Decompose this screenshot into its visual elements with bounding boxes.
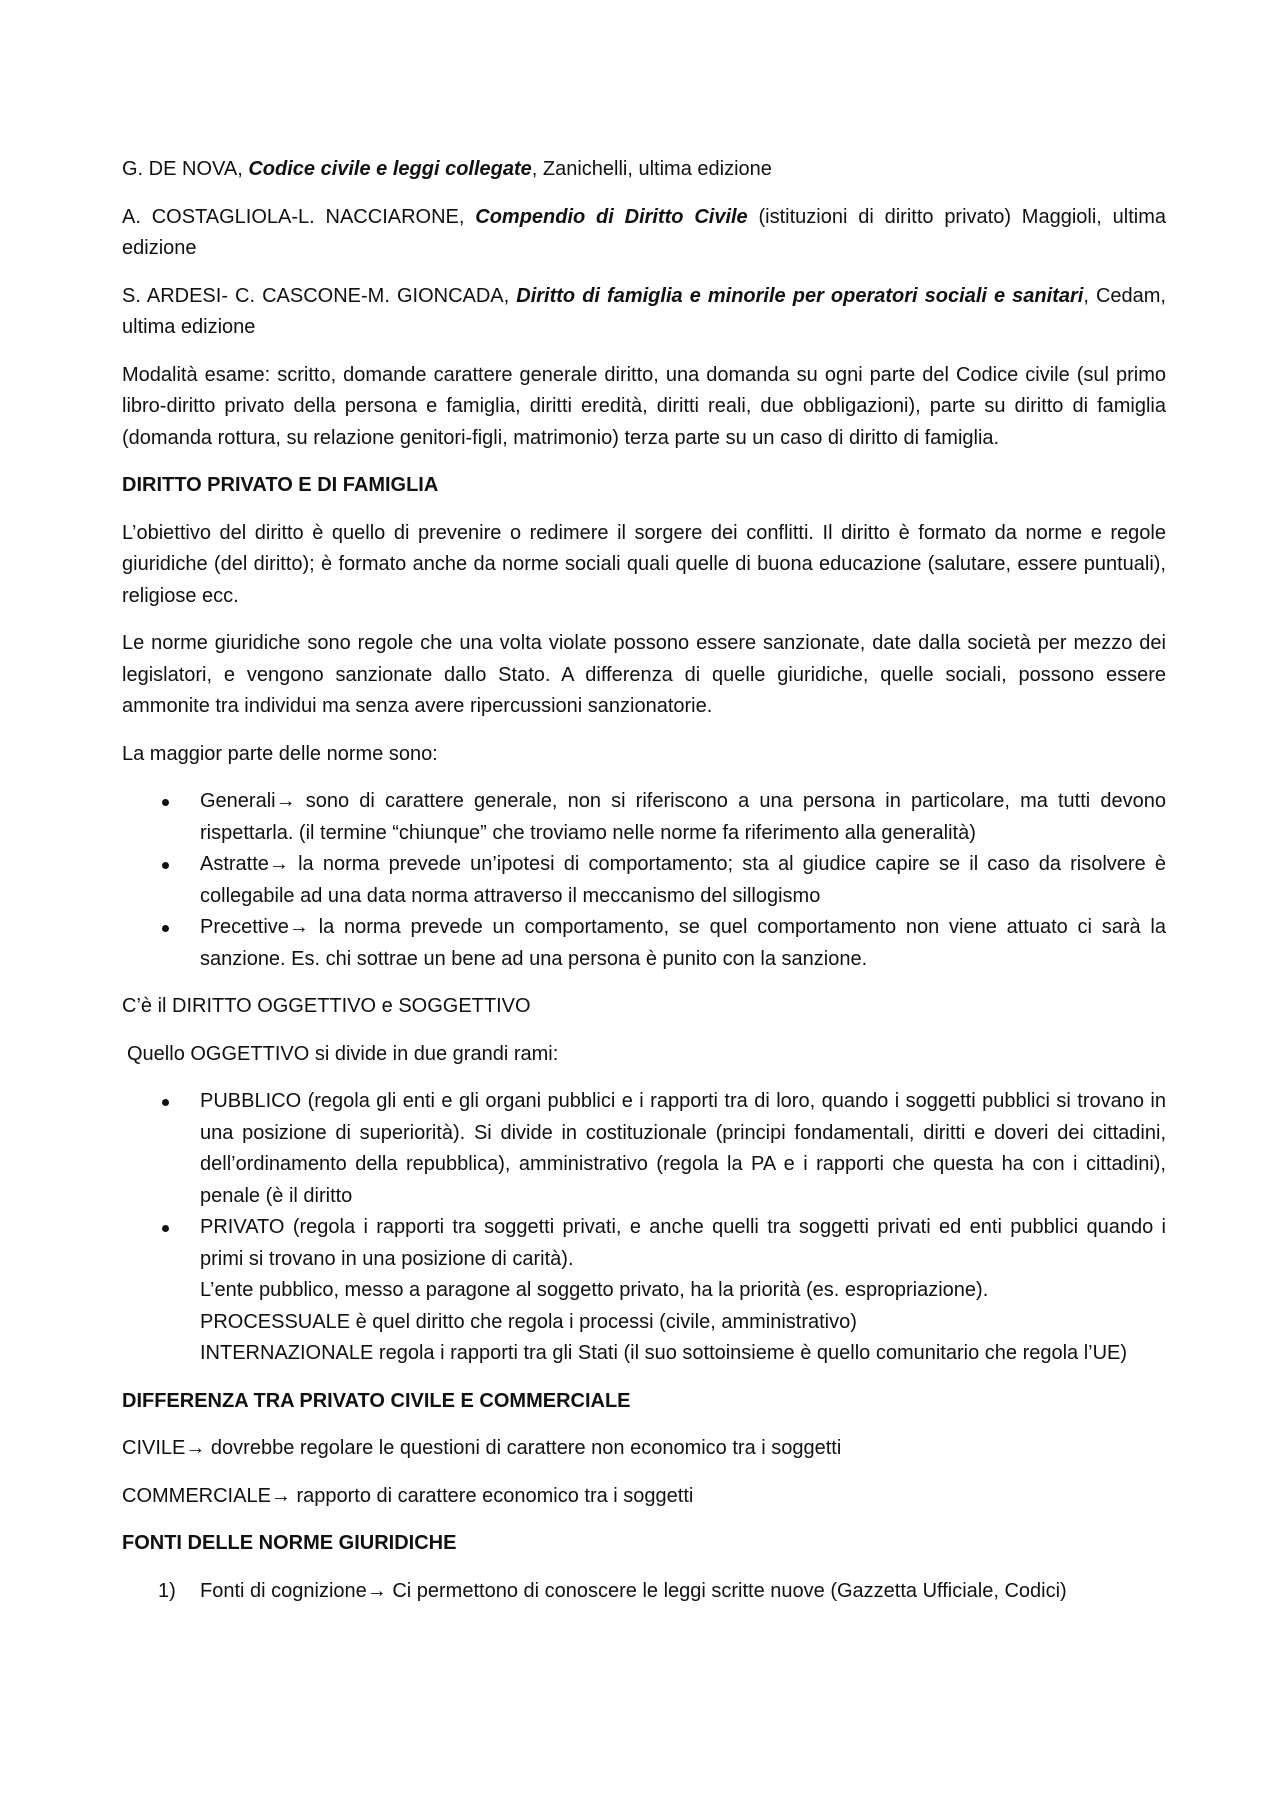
bullet-icon — [162, 1099, 169, 1106]
bullet-icon — [162, 799, 169, 806]
bullet-icon — [162, 862, 169, 869]
reference-2 — [122, 202, 1166, 265]
list-item-text: Precettive→ la norma prevede un comportamento, se quel comportamento non viene attuato ci sarà la sanzione. Es. chi sottrae un bene ad una persona è punito con la sanzione. — [200, 916, 1166, 970]
reference-1 — [122, 154, 1166, 186]
reference-3 — [122, 281, 1166, 344]
section-heading-diritto-privato: DIRITTO PRIVATO E DI FAMIGLIA — [122, 474, 439, 496]
section-heading-differenza: DIFFERENZA TRA PRIVATO CIVILE E COMMERCIALE — [122, 1389, 631, 1412]
exam-mode-paragraph: Modalità esame: scritto, domande carattere generale diritto, una domanda su ogni parte del Codice civile (sul primo libro-diritto privato della persona e famiglia, diritti eredità, diritti reali, due obbligazioni), parte su diritto di famiglia (domanda rottura, su relazione genitori-figli, matrimonio) terza parte su un caso di diritto di famiglia. — [122, 363, 1166, 449]
bullet-icon — [162, 1225, 169, 1232]
reference-author: G. DE NOVA, — [122, 158, 249, 180]
paragraph-oggettivo-soggettivo: C’è il DIRITTO OGGETTIVO e SOGGETTIVO — [122, 995, 531, 1017]
reference-title: Codice civile e leggi collegate — [248, 158, 532, 180]
list-item-text: PRIVATO (regola i rapporti tra soggetti privati, e anche quelli tra soggetti privati ed enti pubblici quando i primi si trovano in una posizione di carità). — [200, 1216, 1166, 1270]
reference-author: S. ARDESI- C. CASCONE-M. GIONCADA, — [122, 284, 517, 307]
list-item-text: Fonti di cognizione→ Ci permettono di conoscere le leggi scritte nuove (Gazzetta Ufficiale, Codici) — [200, 1579, 1067, 1602]
paragraph-norme-giuridiche: Le norme giuridiche sono regole che una volta violate possono essere sanzionate, date dalla società per mezzo dei legislatori, e vengono sanzionate dallo Stato. A differenza di quelle giuridiche, quelle sociali, possono essere ammonite tra individui ma senza avere ripercussioni sanzionatorie. — [122, 632, 1166, 717]
reference-title: Compendio di Diritto Civile — [475, 205, 748, 228]
reference-publisher: (istituzioni di diritto privato) Maggioli, ultima edizione — [122, 205, 1167, 259]
list-item-subtext: L’ente pubblico, messo a paragone al soggetto privato, ha la priorità (es. espropriazione). — [200, 1279, 989, 1301]
reference-author: A. COSTAGLIOLA-L. NACCIARONE, — [122, 205, 476, 228]
list-item-subtext: INTERNAZIONALE regola i rapporti tra gli Stati (il suo sottoinsieme è quello comunitario che regola l’UE) — [200, 1342, 1128, 1364]
list-item-pubblico — [122, 1086, 1166, 1212]
list-item — [122, 849, 1166, 912]
list-item-subtext: PROCESSUALE è quel diritto che regola i processi (civile, amministrativo) — [200, 1310, 857, 1333]
reference-title: Diritto di famiglia e minorile per operatori sociali e sanitari — [516, 284, 1084, 307]
list-item-privato — [122, 1212, 1166, 1370]
list-item-text: PUBBLICO (regola gli enti e gli organi pubblici e i rapporti tra di loro, quando i soggetti pubblici si trovano in una posizione di superiorità). Si divide in costituzionale (principi fondamentali, diritti e doveri dei cittadini, dell’ordinamento della repubblica), amministrativo (regola la PA e i rapporti che questa ha con i cittadini), penale (è il diritto — [200, 1090, 1166, 1207]
paragraph-civile: CIVILE→ dovrebbe regolare le questioni di carattere non economico tra i soggetti — [122, 1437, 842, 1459]
list-item — [122, 912, 1166, 975]
bullet-icon — [162, 925, 169, 932]
paragraph-objective: L’obiettivo del diritto è quello di prevenire o redimere il sorgere dei conflitti. Il diritto è formato da norme e regole giuridiche (del diritto); è formato anche da norme sociali quali quelle di buona educazione (salutare, essere puntuali), religiose ecc. — [122, 521, 1166, 607]
list-item-text: Generali→ sono di carattere generale, non si riferiscono a una persona in particolare, ma tutti devono rispettarla. (il termine “chiunque” che troviamo nelle norme fa riferimento alla generalità) — [200, 790, 1166, 844]
reference-publisher: , Zanichelli, ultima edizione — [531, 158, 772, 180]
paragraph-oggettivo-rami: Quello OGGETTIVO si divide in due grandi rami: — [127, 1042, 559, 1065]
reference-publisher: , Cedam, ultima edizione — [122, 284, 1166, 338]
paragraph-maggior-parte: La maggior parte delle norme sono: — [122, 742, 438, 765]
list-number: 1) — [158, 1579, 176, 1602]
list-item — [122, 786, 1166, 849]
list-item — [122, 1576, 1166, 1608]
list-item-text: Astratte→ la norma prevede un’ipotesi di comportamento; sta al giudice capire se il caso da risolvere è collegabile ad una data norma attraverso il meccanismo del sillogismo — [200, 853, 1166, 907]
fonti-list — [122, 1576, 1166, 1608]
diritto-branches-list — [122, 1086, 1166, 1370]
paragraph-commerciale: COMMERCIALE→ rapporto di carattere economico tra i soggetti — [122, 1484, 694, 1507]
norme-characteristics-list — [122, 786, 1166, 975]
section-heading-fonti: FONTI DELLE NORME GIURIDICHE — [122, 1532, 457, 1554]
